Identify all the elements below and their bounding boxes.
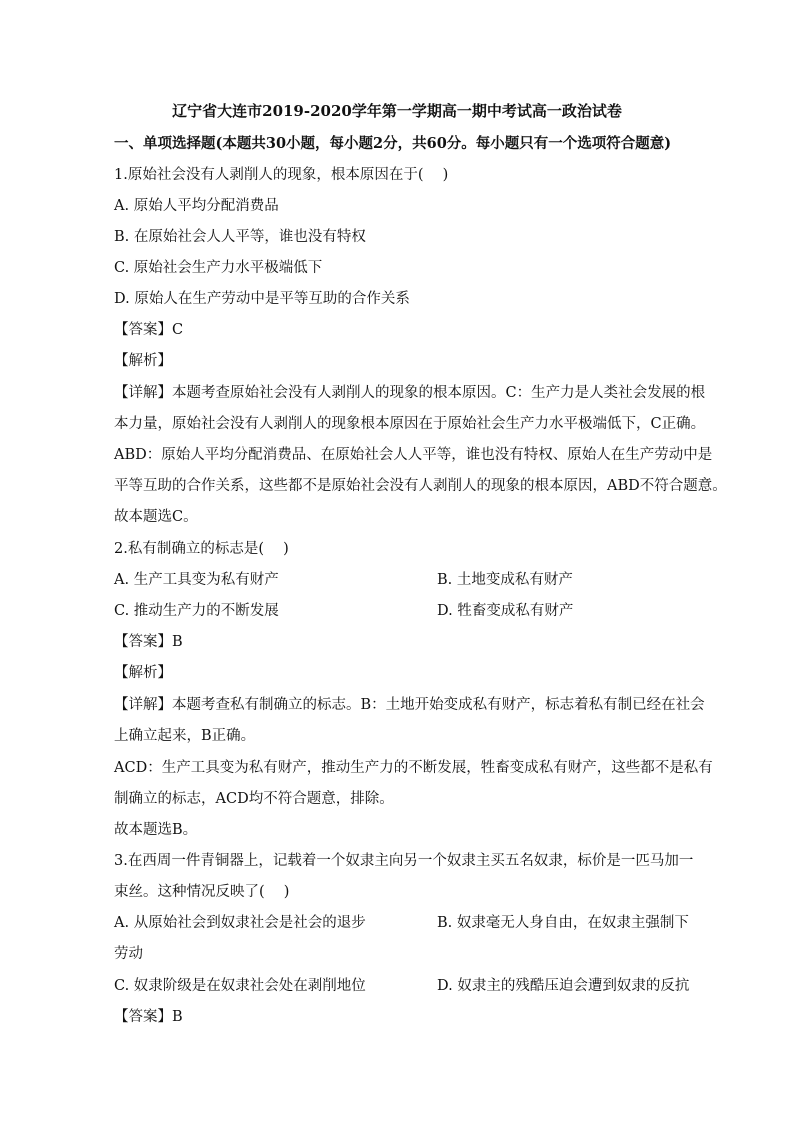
question-1-option-d: D. 原始人在生产劳动中是平等互助的合作关系 [114,291,410,307]
question-1-detail-line: 平等互助的合作关系，这些都不是原始社会没有人剥削人的现象的根本原因，ABD不符合题意。 [114,478,727,494]
question-2-detail-line: ACD：生产工具变为私有财产，推动生产力的不断发展，牲畜变成私有财产，这些都不是私有 [114,760,713,776]
question-2-option-d: D. 牲畜变成私有财产 [437,603,574,619]
question-2-analysis-label: 【解析】 [114,665,172,681]
question-3-option-a: A. 从原始社会到奴隶社会是社会的退步 [114,915,366,931]
question-1-detail-line: 【详解】本题考查原始社会没有人剥削人的现象的根本原因。C：生产力是人类社会发展的根 [114,385,706,401]
question-2-detail-line: 制确立的标志，ACD均不符合题意，排除。 [114,791,394,807]
question-3-answer: 【答案】B [114,1009,183,1025]
question-1-option-c: C. 原始社会生产力水平极端低下 [114,260,323,276]
section-heading: 一、单项选择题(本题共30小题，每小题2分，共60分。每小题只有一个选项符合题意) [114,135,672,152]
question-3-option-d: D. 奴隶主的残酷压迫会遭到奴隶的反抗 [437,978,690,994]
question-2-detail-line: 【详解】本题考查私有制确立的标志。B：土地开始变成私有财产，标志着私有制已经在社会 [114,697,705,713]
question-2-option-b: B. 土地变成私有财产 [437,572,573,588]
question-3-option-b: B. 奴隶毫无人身自由，在奴隶主强制下 [437,915,689,931]
question-1-analysis-label: 【解析】 [114,353,172,369]
question-3-stem: 3.在西周一件青铜器上，记载着一个奴隶主向另一个奴隶主买五名奴隶，标价是一匹马加一 [114,853,694,869]
question-2-answer: 【答案】B [114,634,183,650]
page-title: 辽宁省大连市2019-2020学年第一学期高一期中考试高一政治试卷 [172,102,622,120]
question-2-option-a: A. 生产工具变为私有财产 [114,572,279,588]
question-2-option-c: C. 推动生产力的不断发展 [114,603,279,619]
question-1-option-b: B. 在原始社会人人平等，谁也没有特权 [114,229,366,245]
question-3-stem-continued: 束丝。这种情况反映了( ) [114,884,290,900]
question-1-stem: 1.原始社会没有人剥削人的现象，根本原因在于( ) [114,167,449,183]
question-2-stem: 2.私有制确立的标志是( ) [114,541,289,557]
question-2-detail-line: 上确立起来，B正确。 [114,728,256,744]
question-1-detail-line: ABD：原始人平均分配消费品、在原始社会人人平等，谁也没有特权、原始人在生产劳动中是 [114,447,713,463]
question-1-detail-line: 故本题选C。 [114,509,198,525]
question-1-answer: 【答案】C [114,322,184,338]
question-3-option-b-continued: 劳动 [114,946,143,962]
question-3-option-c: C. 奴隶阶级是在奴隶社会处在剥削地位 [114,978,366,994]
question-1-option-a: A. 原始人平均分配消费品 [114,198,279,214]
question-1-detail-line: 本力量，原始社会没有人剥削人的现象根本原因在于原始社会生产力水平极端低下，C正确。 [114,416,706,432]
question-2-detail-line: 故本题选B。 [114,822,198,838]
